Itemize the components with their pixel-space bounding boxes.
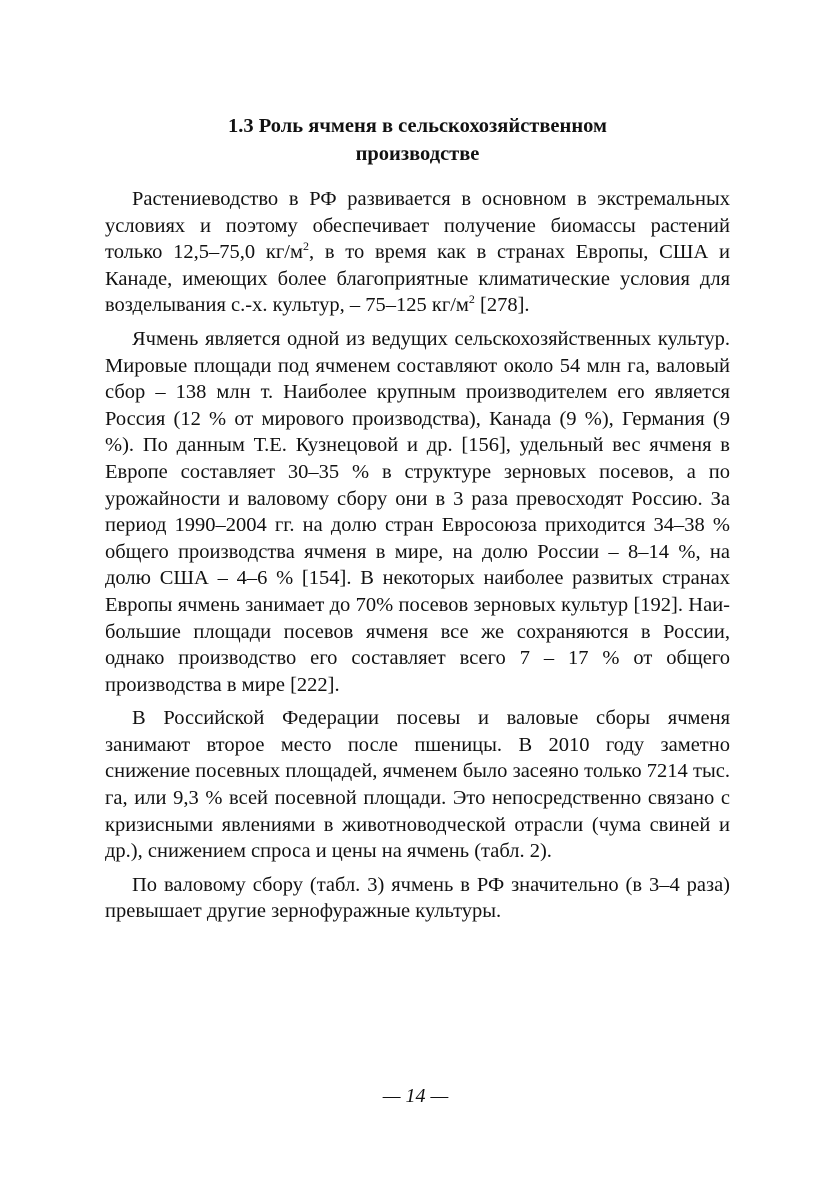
paragraph-1-part-b: , в то время как в странах Европы, США и Канаде, имеющих более благоприятные климатические условия для возделывания с.-х. культур, – 75–125 кг/м	[105, 241, 730, 317]
section-title-line-2: производстве	[355, 143, 480, 165]
paragraph-1-part-c: [278].	[474, 294, 530, 317]
section-title-line-1: 1.3 Роль ячменя в сельскохозяйственном	[228, 115, 607, 137]
page-content	[105, 112, 730, 932]
superscript-squared: 2	[468, 292, 475, 307]
page-number: — 14 —	[382, 1085, 449, 1107]
paragraph-3: В Российской Федерации посевы и валовые сборы ячменя занимают второе место после пшеницы. В 2010 году заметно снижение посевных площадей, ячменем было засеяно только 7214 тыс. га, или 9,3 % всей посевной площади. Это непосредственно связано с кризисными явлениями в животноводческой отрасли (чума свиней и др.), снижением спроса и цены на ячмень (табл. 2).	[105, 707, 730, 863]
paragraph-1-part-a: Растениеводство в РФ развивается в основном в экстремальных условиях и поэтому обеспечивает получение биомассы растений только 12,5–75,0 кг/м	[105, 188, 730, 264]
paragraph-1	[105, 186, 730, 319]
superscript-squared: 2	[302, 239, 309, 254]
section-title	[105, 112, 730, 168]
paragraph-4: По валовому сбору (табл. 3) ячмень в РФ значительно (в 3–4 раза) превышает другие зернофуражные культуры.	[105, 873, 730, 923]
paragraph-2: Ячмень является одной из ведущих сельскохозяйственных культур. Мировые площади под ячменем составляют около 54 млн га, валовый сбор – 138 млн т. Наиболее крупным производителем его является Россия (12 % от мирового производства), Канада (9 %), Германия (9 %). По данным Т.Е. Кузнецовой и др. [156], удельный вес ячменя в Европе составляет 30–35 % в структуре зерновых посевов, а по урожайности и валовому сбору они в 3 раза превосходят Россию. За период 1990–2004 гг. на долю стран Евросоюза приходится 34–38 % общего производства ячменя в мире, на долю России – 8–14 %, на долю США – 4–6 % [154]. В некоторых наиболее развитых странах Европы ячмень занимает до 70% посевов зерновых культур [192]. Наибольшие площади посевов ячменя все же сохраняются в России, однако производство его составляет всего 7 – 17 % от общего производства в мире [222].	[105, 327, 730, 696]
